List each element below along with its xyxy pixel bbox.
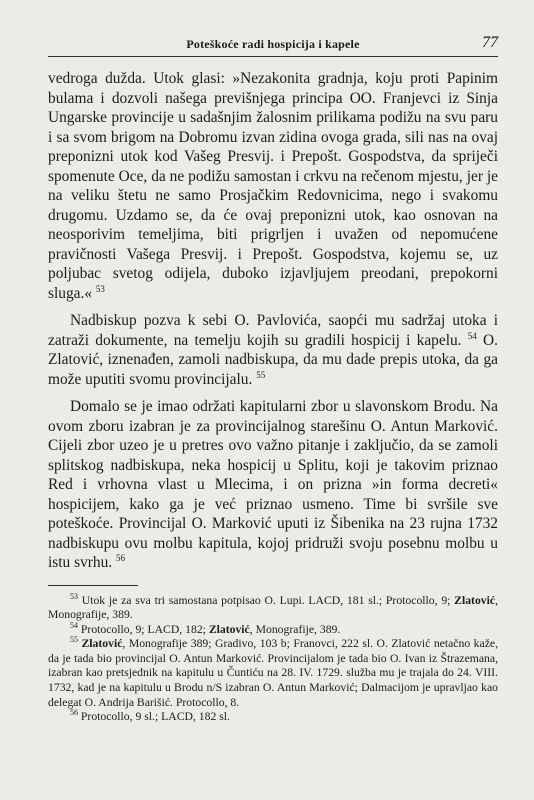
paragraph: [48, 311, 498, 389]
paragraph-text: Nadbiskup pozva k sebi O. Pavlovića, saopći mu sadržaj utoka i zatraži dokumente, na temelju kojih su gradili hospicij i kapelu.: [48, 312, 498, 349]
footnote-text: Protocollo, 9 sl.; LACD, 182 sl.: [80, 710, 230, 724]
footnote-ref: 54: [467, 330, 477, 341]
footnote-author: Zlatović: [454, 593, 496, 607]
footnote-mark: 53: [70, 591, 78, 601]
footnote-ref: 55: [256, 369, 266, 380]
footnote-text: Protocollo, 9; LACD, 182;: [80, 622, 206, 636]
footnote-text: Utok je za sva tri samostana potpisao O. Lupi. LACD, 181 sl.; Protocollo, 9;: [81, 593, 451, 607]
running-head: [48, 34, 498, 57]
page-number: 77: [482, 34, 498, 51]
paragraph-text: vedroga dužda. Utok glasi: »Nezakonita gradnja, koju proti Papinim bulama i dozvoli našega previšnjega principa OO. Franjevci iz Sinja Ungarske provincije u sadašnjim žalosnim prilikama podižu na svu paru i sa svom brigom na Dobromu izvan zidina ovoga grada, sili nas na ovaj preponizni utok kod Vašeg Presvij. i Prepošt. Gospodstva, da spriječi spomenute Oce, da ne podižu samostan i crkvu na rečenom mjestu, jer je na veliku štetu ne samo Prosjačkim Redovnicima, nego i svakomu drugomu. Uzdamo se, da će ovaj preponizni utok, kao osnovan na neosporivim temeljima, biti prigrljen i uvažen od nepomućene pravičnosti Vašega Presvij. i Prepošt. Gospodstva, kojemu se, uz poljubac svetog odijela, duboko izjavljujem preodani, prepokorni sluga.«: [48, 70, 498, 302]
paragraph: [48, 397, 498, 573]
footnote-divider: [48, 585, 138, 586]
footnote-mark: 54: [70, 620, 78, 630]
footnote-ref: 56: [116, 552, 125, 563]
footnote-text: , Monografije, 389.: [48, 593, 498, 622]
footnote-text: , Monografije, 389.: [249, 622, 341, 636]
footnote: [48, 591, 498, 623]
paragraph: [48, 69, 498, 303]
footnote-ref: 53: [95, 283, 105, 294]
footnote: [48, 637, 498, 710]
footnotes: [48, 591, 499, 725]
body-text: [48, 69, 498, 573]
footnote-author: Zlatović: [81, 637, 123, 651]
footnote-mark: 56: [70, 708, 78, 718]
running-title: Poteškoće radi hospicija i kapele: [186, 37, 360, 51]
footnote-mark: 55: [70, 635, 78, 645]
footnote-text: , Monografije 389; Gradivo, 103 b; Franovci, 222 sl. O. Zlatović netačno kaže, da je tada bio provincijal O. Antun Marković. Provincijalom je tada bio O. Ivan iz Štrazemana, izabran kao pretsjednik na kapitulu u Čuntiću na 28. IV. 1729. služba mu je trajala do 24. VIII. 1732, kad je na kapitulu u Brodu n/S izabran O. Antun Marković; Dalmacijom je upravljao kao delegat O. Andrija Barišić. Protocollo, 8.: [48, 637, 499, 709]
footnote: [48, 620, 498, 638]
paragraph-text: O. Zlatović, iznenađen, zamoli nadbiskupa, da mu dade prepis utoka, da ga može uputiti svomu provincijalu.: [48, 331, 498, 388]
paragraph-text: Domalo se je imao održati kapitularni zbor u slavonskom Brodu. Na ovom zboru izabran je za provincijalnog starešinu O. Antun Marković. Cijeli zbor uzeo je u pretres ovo važno pitanje i zaključio, da se zamoli splitskog nadbiskupa, neka hospicij u Splitu, koji je takovim priznao Red i vrhovna vlast u Mlecima, i on prizna »in forma decreti« hospicijem, kako ga je već priznao usmeno. Time bi svršile sve poteškoće. Provincijal O. Marković uputi iz Šibenika na 23 rujna 1732 nadbiskupu ovu molbu kapitula, kojoj pridruži svoju posebnu molbu u istu svrhu.: [48, 398, 498, 571]
footnote-author: Zlatović: [208, 622, 250, 636]
footnote: [48, 710, 498, 725]
